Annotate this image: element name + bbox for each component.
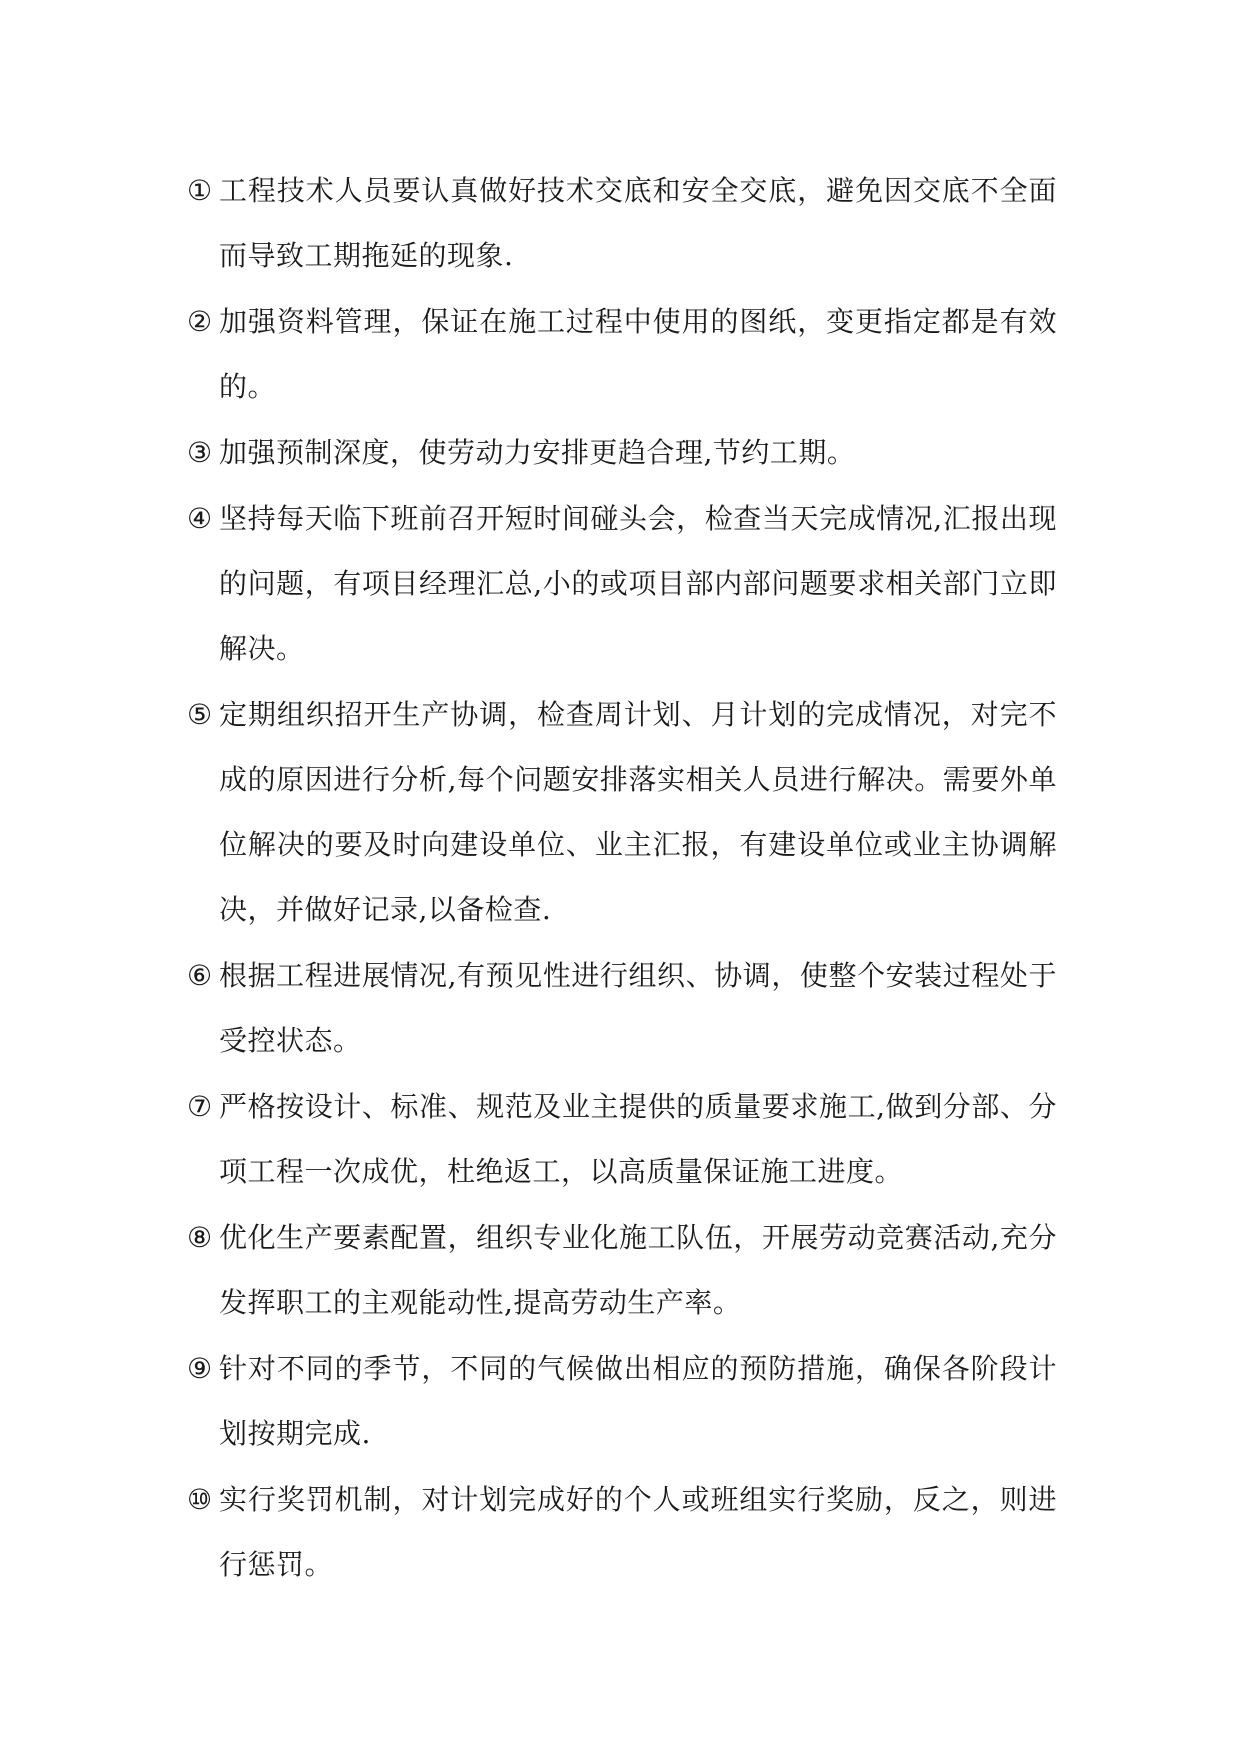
list-item xyxy=(187,486,1057,681)
item-number: ④ xyxy=(187,502,213,535)
item-number: ① xyxy=(187,174,213,207)
item-number: ⑧ xyxy=(187,1221,213,1254)
item-text: 针对不同的季节，不同的气候做出相应的预防措施，确保各阶段计划按期完成. xyxy=(219,1352,1057,1450)
item-number: ⑥ xyxy=(187,959,213,992)
item-text: 加强预制深度，使劳动力安排更趋合理,节约工期。 xyxy=(219,436,856,469)
document-body xyxy=(187,158,1057,1598)
item-text: 工程技术人员要认真做好技术交底和安全交底，避免因交底不全面而导致工期拖延的现象. xyxy=(219,174,1057,272)
item-text: 加强资料管理，保证在施工过程中使用的图纸，变更指定都是有效的。 xyxy=(219,305,1057,403)
list-item xyxy=(187,682,1057,942)
item-text: 根据工程进展情况,有预见性进行组织、协调，使整个安装过程处于受控状态。 xyxy=(219,959,1057,1057)
item-text: 实行奖罚机制，对计划完成好的个人或班组实行奖励，反之，则进行惩罚。 xyxy=(219,1483,1057,1581)
item-number: ⑤ xyxy=(187,698,213,731)
item-number: ③ xyxy=(187,436,213,469)
list-item xyxy=(187,943,1057,1073)
list-item xyxy=(187,158,1057,288)
item-text: 优化生产要素配置，组织专业化施工队伍，开展劳动竞赛活动,充分发挥职工的主观能动性,提高劳动生产率。 xyxy=(219,1221,1057,1319)
list-item xyxy=(187,1205,1057,1335)
list-item xyxy=(187,1336,1057,1466)
list-item xyxy=(187,420,1057,485)
item-number: ⑦ xyxy=(187,1090,213,1123)
list-item xyxy=(187,289,1057,419)
list-item xyxy=(187,1074,1057,1204)
item-text: 严格按设计、标准、规范及业主提供的质量要求施工,做到分部、分项工程一次成优，杜绝返工，以高质量保证施工进度。 xyxy=(219,1090,1057,1188)
item-text: 坚持每天临下班前召开短时间碰头会，检查当天完成情况,汇报出现的问题，有项目经理汇总,小的或项目部内部问题要求相关部门立即解决。 xyxy=(219,502,1057,665)
list-item xyxy=(187,1467,1057,1597)
item-text: 定期组织招开生产协调，检查周计划、月计划的完成情况，对完不成的原因进行分析,每个问题安排落实相关人员进行解决。需要外单位解决的要及时向建设单位、业主汇报，有建设单位或业主协调解决，并做好记录,以备检查. xyxy=(219,698,1057,926)
item-number: ⑨ xyxy=(187,1352,213,1385)
item-number: ② xyxy=(187,305,213,338)
item-number: ⑩ xyxy=(187,1483,213,1516)
